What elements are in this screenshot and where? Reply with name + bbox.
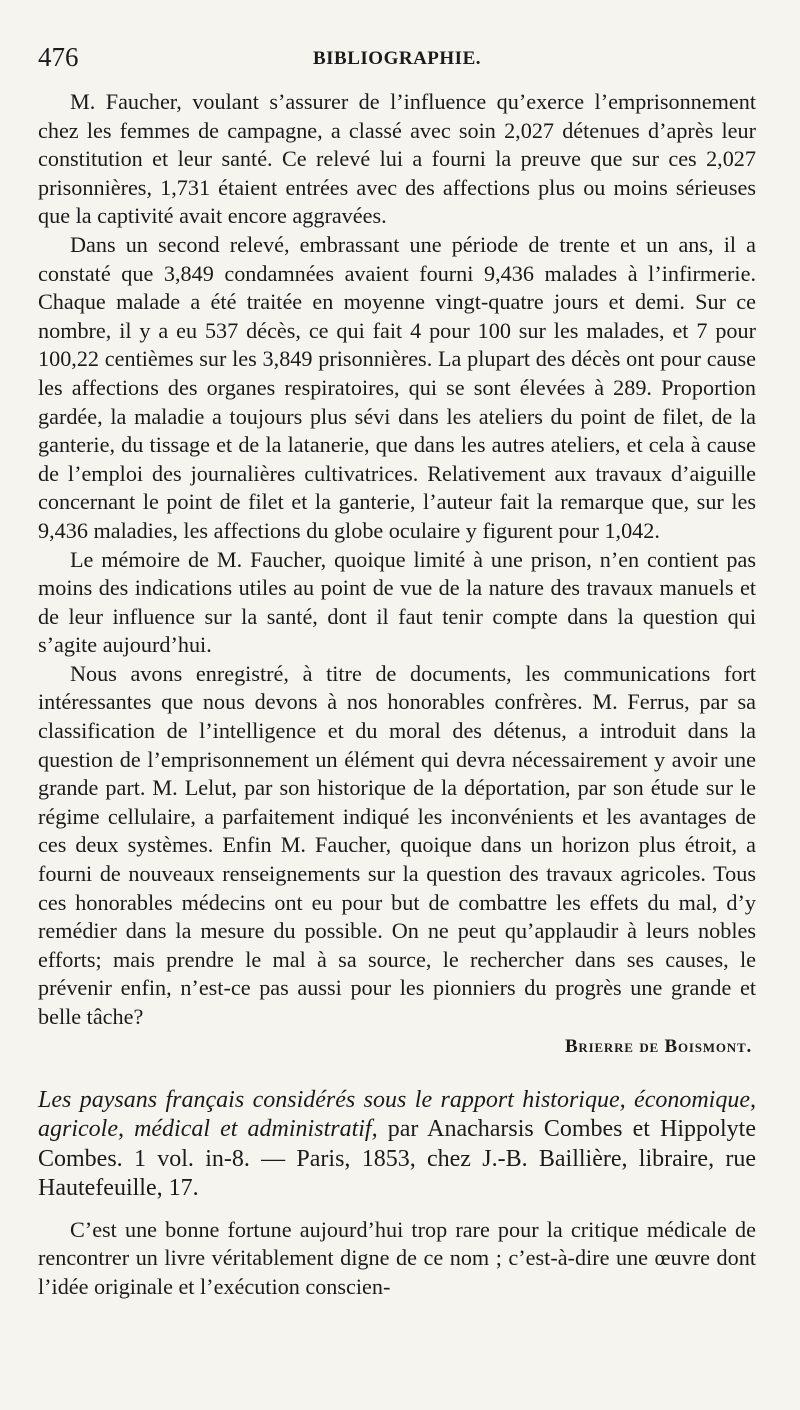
paragraph-faucher-first-survey: M. Faucher, voulant s’assurer de l’influence qu’exerce l’emprisonnement chez les femmes de campagne, a classé avec soin 2,027 détenues d’après leur constitution et leur santé. Ce relevé lui a fourni la preuve que sur ces 2,027 prisonnières, 1,731 étaient entrées avec des affections plus ou moins sérieuses que la captivité avait encore aggravées. — [38, 89, 756, 229]
paragraph-faucher-memoir: Le mémoire de M. Faucher, quoique limité à une prison, n’en contient pas moins des indications utiles au point de vue de la nature des travaux manuels et de leur influence sur la santé, dont il faut tenir compte dans la question qui s’agite aujourd’hui. — [38, 546, 756, 658]
page-number: 476 — [38, 42, 79, 72]
page-header — [38, 38, 756, 88]
bibliography-entry — [38, 1086, 756, 1204]
paragraph-second-survey: Dans un second relevé, embrassant une période de trente et un ans, il a constaté que 3,849 condamnées avaient fourni 9,436 malades à l’infirmerie. Chaque malade a été traitée en moyenne vingt-quatre jours et demi. Sur ce nombre, il y a eu 537 décès, ce qui fait 4 pour 100 sur les malades, et 7 pour 100,22 centièmes sur les 3,849 prisonnières. La plupart des décès ont pour cause les affections des organes respiratoires, qui se sont élevées à 289. Proportion gardée, la maladie a toujours plus sévi dans les ateliers du point de filet, de la ganterie, du tissage et de la latanerie, que dans les autres ateliers, et cela à cause de l’emploi des journalières cultivatrices. Relativement aux travaux d’aiguille concernant le point de filet et la ganterie, l’auteur fait la remarque que, sur les 9,436 maladies, les affections du globe oculaire y figurent pour 1,042. — [38, 231, 756, 543]
book-title: Les paysans français considérés sous le rapport historique, économique, agricole, médical et administratif, — [38, 1086, 756, 1143]
running-head: BIBLIOGRAPHIE. — [312, 48, 481, 69]
body-text — [38, 88, 756, 1032]
author-signature: Brierre de Boismont. — [564, 1035, 752, 1057]
book-details: par Anacharsis Combes et Hippolyte Combes. 1 vol. in-8. — Paris, 1853, chez J.-B. Baillière, libraire, rue Hautefeuille, 17. — [38, 1116, 756, 1202]
review-text — [38, 1216, 756, 1302]
paragraph-communications: Nous avons enregistré, à titre de documents, les communications fort intéressantes que nous devons à nos honorables confrères. M. Ferrus, par sa classification de l’intelligence et du moral des détenus, a introduit dans la question de l’emprisonnement un élément qui devra nécessairement y avoir une grande part. M. Lelut, par son historique de la déportation, par son étude sur le régime cellulaire, a parfaitement indiqué les inconvénients et les avantages de ces deux systèmes. Enfin M. Faucher, quoique dans un horizon plus étroit, a fourni de nouveaux renseignements sur la question des travaux agricoles. Tous ces honorables médecins ont eu pour but de combattre les effets du mal, d’y remédier dans la mesure du possible. On ne peut qu’applaudir à leurs nobles efforts; mais prendre le mal à sa source, le rechercher dans ses causes, le prévenir enfin, n’est-ce pas aussi pour les pionniers du progrès une grande et belle tâche? — [38, 660, 756, 1029]
review-paragraph: C’est une bonne fortune aujourd’hui trop rare pour la critique médicale de rencontrer un livre véritablement digne de ce nom ; c’est-à-dire une œuvre dont l’idée originale et l’exécution conscien- — [38, 1216, 756, 1299]
